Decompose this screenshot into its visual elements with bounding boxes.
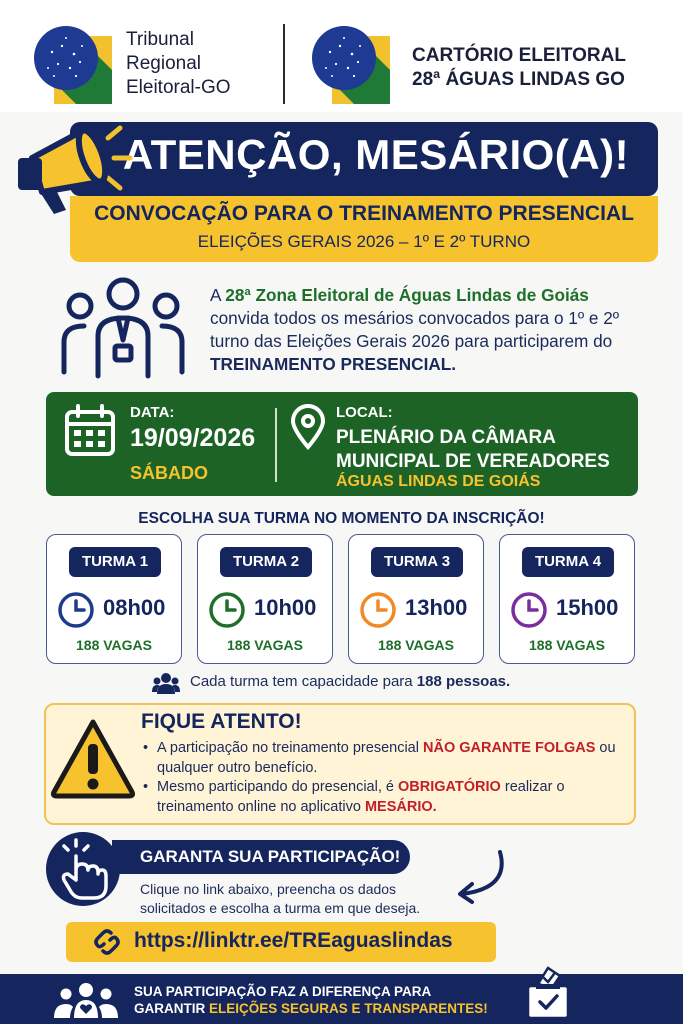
banner-title: ATENÇÃO, MESÁRIO(A)! [122,131,630,178]
footer-highlight: ELEIÇÕES SEGURAS E TRANSPARENTES! [209,1001,488,1016]
org-line-3: Eleitoral-GO [126,77,231,98]
attention-item-1-tail: ou qualquer outro benefício. [157,740,616,776]
turma-time: 15h00 [556,595,619,620]
attention-item-2-app: MESÁRIO. [364,798,437,815]
event-weekday: SÁBADO [130,463,209,483]
event-date: 19/09/2026 [130,424,256,452]
link-icon [92,928,122,956]
org-line-2: Regional [126,53,201,74]
turmas-heading: ESCOLHA SUA TURMA NO MOMENTO DA INSCRIÇÃO! [138,510,545,527]
location-city: ÁGUAS LINDAS DE GOIÁS [336,473,541,490]
turma-vagas: 188 VAGAS [529,637,605,653]
team-people-icon [60,276,186,380]
attention-item-1-text: A participação no treinamento presencial [157,740,423,756]
turma-card-2[interactable] [197,534,333,664]
cta-title: GARANTA SUA PARTICIPAÇÃO! [140,847,401,866]
location-line-1: PLENÁRIO DA CÂMARA [336,427,556,448]
attention-item-1 [141,739,627,778]
turma-vagas: 188 VAGAS [378,637,454,653]
event-location [336,426,610,474]
turma-card-1[interactable] [46,534,182,664]
megaphone-icon [10,118,134,220]
footer-message [134,983,488,1017]
capacity-value: 188 pessoas. [416,673,511,690]
turma-label: TURMA 1 [69,547,161,577]
calendar-icon [64,404,116,458]
turma-time: 13h00 [405,595,468,620]
turma-card-4[interactable] [499,534,635,664]
intro-zone: 28ª Zona Eleitoral de Águas Lindas de Goiás [225,285,589,305]
turma-label: TURMA 4 [522,547,614,577]
turma-vagas: 188 VAGAS [76,637,152,653]
attention-title: FIQUE ATENTO! [141,710,302,733]
attention-item-1-highlight: NÃO GARANTE FOLGAS [423,740,596,756]
turma-time: 08h00 [103,595,166,620]
date-label: DATA: [130,404,175,421]
capacity-text: Cada turma tem capacidade para [190,673,417,690]
attention-item-2-middle: realizar o treinamento online no aplicativo [157,779,565,815]
capacity-note [190,673,510,690]
tre-go-logo-icon [32,24,112,104]
registration-link[interactable]: https://linktr.ee/TREaguaslindas [134,929,453,952]
banner-subtitle-2: ELEIÇÕES GERAIS 2026 – 1º E 2º TURNO [197,232,531,251]
group-icon [152,672,180,694]
location-line-2: MUNICIPAL DE VEREADORES [336,451,610,472]
header-divider [283,24,285,104]
community-icon [54,982,118,1018]
clock-icon [510,591,548,629]
header [0,0,683,112]
turma-time: 10h00 [254,595,317,620]
clock-icon [359,591,397,629]
cartorio-name [412,44,626,92]
intro-part-2: convida todos os mesários convocados para o 1º e 2º turno das Eleições Gerais 2026 para participarem do [210,308,620,351]
turma-label: TURMA 2 [220,547,312,577]
location-pin-icon [290,404,326,450]
clock-icon [208,591,246,629]
office-line-2: 28ª ÁGUAS LINDAS GO [412,69,625,90]
turma-label: TURMA 3 [371,547,463,577]
tre-go-name [126,28,231,100]
ballot-box-icon [524,964,572,1020]
turma-vagas: 188 VAGAS [227,637,303,653]
cartorio-logo-icon [310,24,390,104]
office-line-1: CARTÓRIO ELEITORAL [412,45,626,66]
cta-text: Clique no link abaixo, preencha os dados solicitados e escolha a turma em que deseja. [140,881,421,916]
location-label: LOCAL: [336,404,393,421]
footer-line-2-text: GARANTIR [134,1001,209,1016]
clock-icon [57,591,95,629]
org-line-1: Tribunal [126,29,194,50]
event-divider [275,408,277,482]
warning-icon [50,716,136,802]
footer-line-1: SUA PARTICIPAÇÃO FAZ A DIFERENÇA PARA [134,984,432,999]
intro-paragraph [210,284,630,376]
intro-highlight: TREINAMENTO PRESENCIAL. [210,354,457,374]
attention-item-2-highlight: OBRIGATÓRIO [398,779,501,795]
intro-part-1: A [210,285,226,305]
curved-arrow-icon [450,848,512,906]
attention-item-2-text: Mesmo participando do presencial, é [157,779,398,795]
attention-list [141,739,627,817]
tap-hand-icon [54,836,114,902]
banner-subtitle: CONVOCAÇÃO PARA O TREINAMENTO PRESENCIAL [94,202,634,225]
footer-line-2 [134,1000,488,1017]
attention-item-2 [141,778,627,817]
turma-card-3[interactable] [348,534,484,664]
